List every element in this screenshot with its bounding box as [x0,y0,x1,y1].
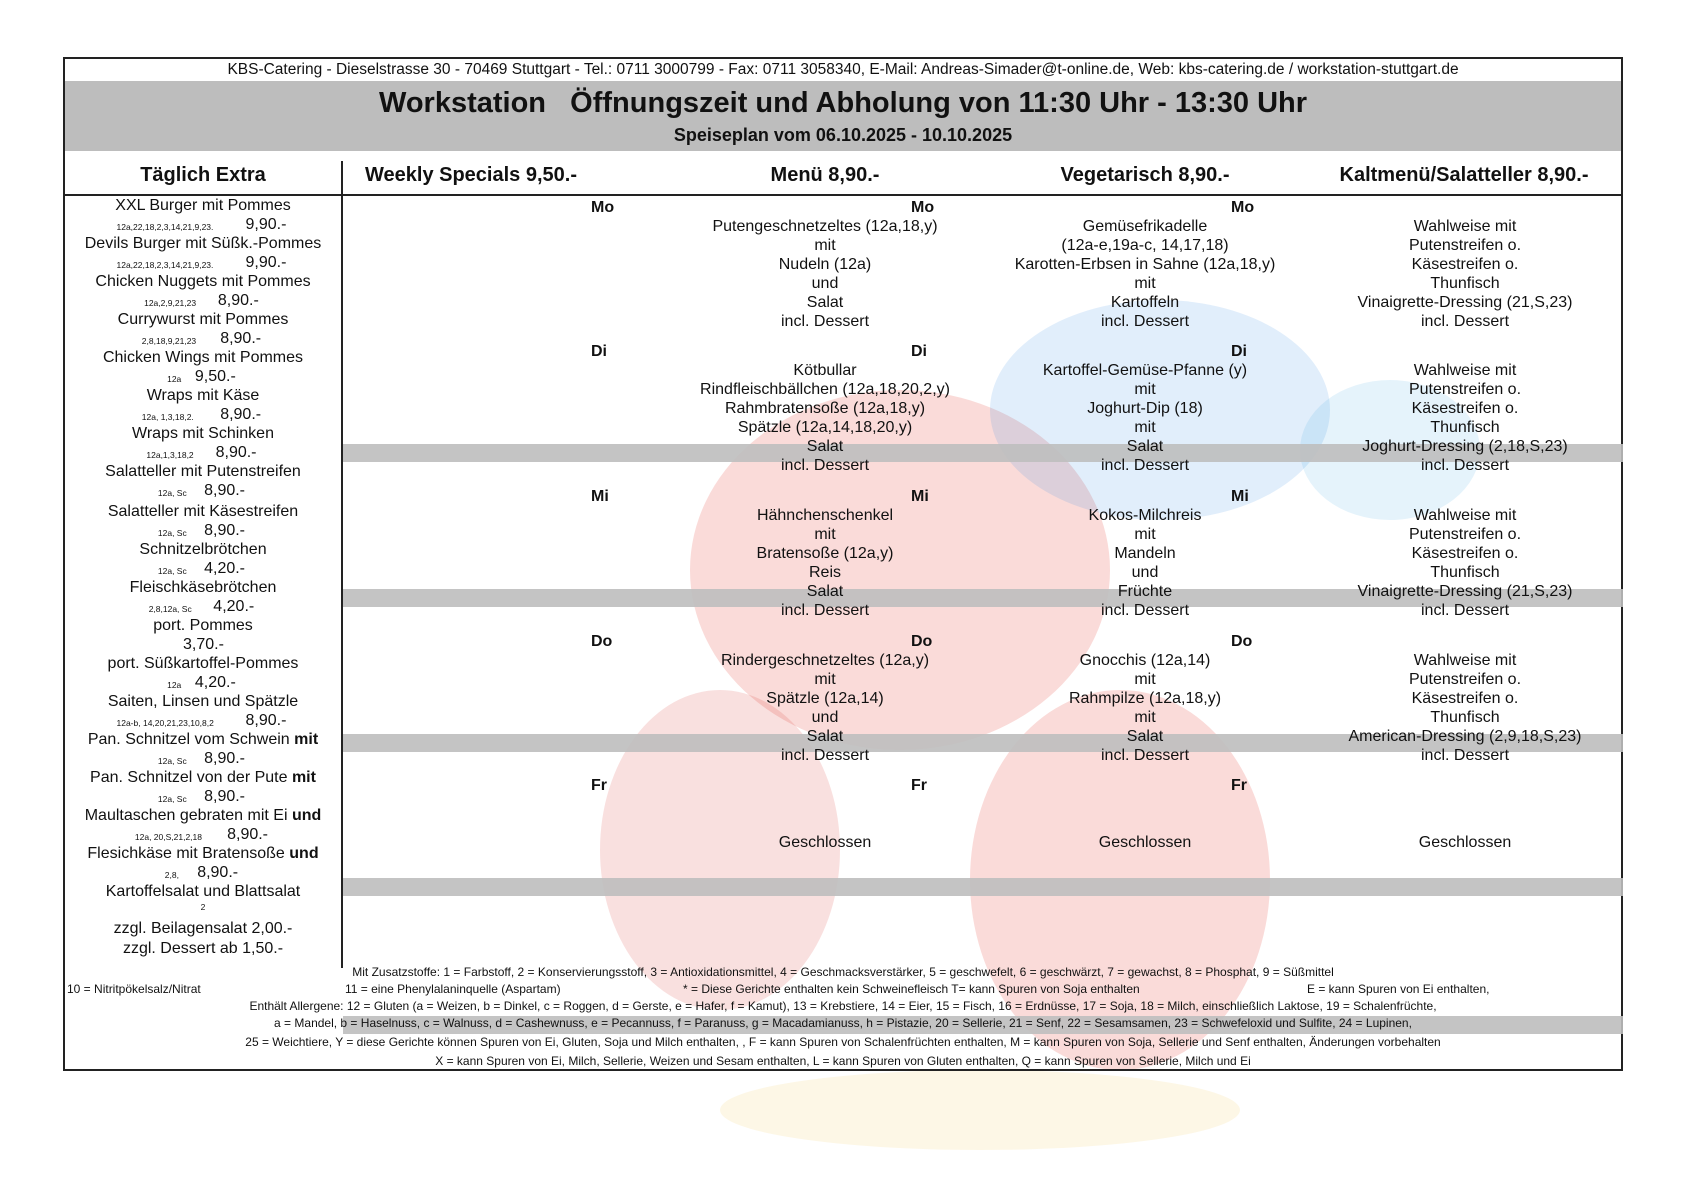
dish-line: und [811,275,839,292]
day-label: Di [591,343,607,360]
day-di-veg [985,361,1305,475]
dish-line: Kartoffel-Gemüse-Pfanne (y) [1042,362,1248,379]
allergen-codes: 2,8, [164,870,179,880]
col-head-menu: Menü 8,90.- [770,164,880,186]
allergen-codes: 12a, Sc [157,488,187,498]
daily-extra-price-row [65,405,341,424]
allergen-codes: 12a,1,3,18,2 [146,450,194,460]
daily-extra-price: 4,20.- [204,560,246,577]
day-label: Do [591,633,613,650]
day-mo-menu [665,217,985,331]
col-head-weekly-specials: Weekly Specials 9,50.- [365,164,577,186]
page-title: Workstation Öffnungszeit und Abholung von 11:30 Uhr - 13:30 Uhr [378,87,1308,119]
daily-extra-name [65,692,341,711]
daily-extra-bold: mit [294,731,319,748]
day-do-cold [1305,651,1625,765]
daily-extra-price-row [65,825,341,844]
daily-extra-price-row [65,291,341,310]
daily-extra-price: 8,90.- [220,406,262,423]
dish-line: mit [814,526,836,543]
dish-line: mit [1134,709,1156,726]
dish-line: Gemüsefrikadelle [1082,218,1208,235]
daily-extra-price: 9,50.- [194,368,236,385]
daily-extra-name [65,616,341,635]
daily-extra-price-row [65,635,341,654]
dish-line: Rindfleischbällchen (12a,18,20,2,y) [700,381,950,398]
allergen-codes: 12a [167,680,182,690]
day-label: Fr [591,777,607,794]
dish-line: Salat [806,728,844,745]
dish-line: Geschlossen [1098,834,1192,851]
daily-extra-label: port. Pommes [153,617,253,634]
daily-extra-label: Pan. Schnitzel von der Pute [90,769,292,786]
dish-line: incl. Dessert [1420,313,1510,330]
dish-line: Salat [806,438,844,455]
daily-extra-name [65,502,341,521]
daily-extra-label: Devils Burger mit Süßk.-Pommes [84,235,322,252]
daily-extra-price-row [65,253,341,272]
dish-line: incl. Dessert [1100,602,1190,619]
dish-line: incl. Dessert [1420,457,1510,474]
daily-extra-price-row [65,367,341,386]
daily-extra-name [65,386,341,405]
dish-line: incl. Dessert [780,457,870,474]
daily-extra-name [65,578,341,597]
day-label: Mi [1231,488,1249,505]
dish-line: Joghurt-Dressing (2,18,S,23) [1362,438,1568,455]
daily-extra-name [65,272,341,291]
menu-sheet [63,57,1623,1071]
day-do-menu [665,651,985,765]
daily-extra-name [65,654,341,673]
daily-extra-name [65,806,341,825]
allergen-codes: 12a-b, 14,20,21,23,10,8,2 [116,718,214,728]
daily-extra-label: Saiten, Linsen und Spätzle [107,693,299,710]
day-do-veg [985,651,1305,765]
allergen-codes: 12a, Sc [157,528,187,538]
dish-line: Thunfisch [1430,709,1500,726]
dish-line: Gnocchis (12a,14) [1079,652,1211,669]
dish-line: Nudeln (12a) [778,256,872,273]
dish-line: Kartoffeln [1110,294,1180,311]
day-mi-cold [1305,506,1625,620]
day-mi-veg [985,506,1305,620]
dish-line: Spätzle (12a,14,18,20,y) [737,419,913,436]
dish-line: Putenstreifen o. [1408,526,1522,543]
dish-line: und [1131,564,1159,581]
col-head-vegetarian: Vegetarisch 8,90.- [1060,164,1230,186]
daily-extra-name [65,540,341,559]
footer-no-pork: * = Diese Gerichte enthalten kein Schweinefleisch T= kann Spuren von Soja enthalten [683,982,1140,996]
day-label: Di [911,343,927,360]
dish-line: American-Dressing (2,9,18,S,23) [1348,728,1582,745]
day-label: Mo [591,199,615,216]
daily-extra-name [65,234,341,253]
dish-line: Salat [1126,438,1164,455]
daily-extra-price: 8,90.- [217,292,259,309]
day-label: Mo [1231,199,1255,216]
allergen-codes: 2,8,12a, Sc [148,604,192,614]
allergen-codes: 12a,22,18,2,3,14,21,9,23. [116,222,214,232]
daily-extra-price: 9,90.- [245,216,287,233]
dish-line: Putenstreifen o. [1408,237,1522,254]
dish-line: incl. Dessert [1100,457,1190,474]
daily-extra-name [65,768,341,787]
daily-extra-label: Fleischkäsebrötchen [129,579,277,596]
daily-extra-price-row [65,711,341,730]
dish-line: Käsestreifen o. [1411,256,1519,273]
daily-extra-price-row [65,481,341,500]
day-fr-menu [665,795,985,852]
dish-line: Salat [1126,728,1164,745]
dish-line: incl. Dessert [780,602,870,619]
dish-line [665,814,985,833]
dish-line: Rahmpilze (12a,18,y) [1068,690,1222,707]
footer-nitrite: 10 = Nitritpökelsalz/Nitrat [67,982,201,996]
dish-line: (12a-e,19a-c, 14,17,18) [1061,237,1229,254]
daily-extra-price-row [65,329,341,348]
col-head-cold-menu: Kaltmenü/Salatteller 8,90.- [1339,164,1589,186]
dish-line: Salat [806,294,844,311]
allergen-codes: 12a, Sc [157,794,187,804]
dish-line: Hähnchenschenkel [756,507,894,524]
day-separator [343,878,1623,896]
daily-extra-name [65,844,341,863]
day-fr-cold [1305,795,1625,852]
dish-line: mit [1134,526,1156,543]
daily-extra-price: 4,20.- [213,598,255,615]
allergen-codes: 12a [167,374,182,384]
dish-line [1305,795,1625,814]
dish-line: Käsestreifen o. [1411,690,1519,707]
day-mi-menu [665,506,985,620]
dish-line: mit [814,237,836,254]
daily-extra-bold: und [289,845,319,862]
dish-line: incl. Dessert [780,313,870,330]
dish-line: Vinaigrette-Dressing (21,S,23) [1357,583,1573,600]
footer-egg: E = kann Spuren von Ei enthalten, [1307,982,1490,996]
daily-extra-price-row [65,559,341,578]
allergen-codes: 2,8,18,9,21,23 [141,336,197,346]
dish-line: Wahlweise mit [1413,507,1517,524]
daily-extra-bold: und [291,807,322,824]
dish-line: Rindergeschnetzeltes (12a,y) [720,652,930,669]
daily-extra-tail-code: 2 [200,902,206,912]
footer-aspartame: 11 = eine Phenylalaninquelle (Aspartam) [345,982,561,996]
daily-extra-price-row [65,597,341,616]
dish-line: mit [1134,419,1156,436]
dish-line: Käsestreifen o. [1411,545,1519,562]
daily-extra-label: Chicken Nuggets mit Pommes [95,273,311,290]
dish-line: incl. Dessert [780,747,870,764]
dish-line: incl. Dessert [1100,747,1190,764]
day-di-cold [1305,361,1625,475]
daily-extra-label: Schnitzelbrötchen [139,541,267,558]
footer-nuts: a = Mandel, b = Haselnuss, c = Walnuss, d = Cashewnuss, e = Pecannuss, f = Paranuss, g = Macadamianuss, h = Pistazie, 20 = Sellerie, 21 = Senf, 22 = Sesamsamen, 23 = Schwefeloxid und Sulfite, 24 = Lupinen, [274,1016,1412,1030]
allergen-codes: 12a, 20,S,21,2,18 [134,832,203,842]
dish-line: Kötbullar [793,362,857,379]
daily-extra-price-row [65,521,341,540]
dish-line: mit [1134,381,1156,398]
dish-line: incl. Dessert [1420,747,1510,764]
daily-extra-price-row [65,863,341,882]
day-label: Mo [911,199,935,216]
daily-extra-name [65,310,341,329]
daily-extra-price-row [65,443,341,462]
dish-line: Spätzle (12a,14) [766,690,884,707]
daily-extra-label: XXL Burger mit Pommes [115,197,291,214]
daily-extra-price: 8,90.- [220,330,262,347]
dish-line: Reis [808,564,841,581]
footer-additives: Mit Zusatzstoffe: 1 = Farbstoff, 2 = Konservierungsstoff, 3 = Antioxidationsmittel, 4 = Geschmacksverstärker, 5 = geschwefelt, 6 = geschwärzt, 7 = gewachst, 8 = Phosphat, 9 = Süßmittel [352,965,1334,979]
day-label: Di [1231,343,1247,360]
day-di-menu [665,361,985,475]
daily-extra-price-row [65,215,341,234]
footer-allergens: Enthält Allergene: 12 = Gluten (a = Weizen, b = Dinkel, c = Roggen, d = Gerste, e = Hafer, f = Kamut), 13 = Krebstiere, 14 = Eier, 15 = Fisch, 16 = Erdnüsse, 17 = Soja, 18 = Milch, einschließlich Laktose, 19 = Schalenfrüchte, [249,999,1437,1013]
dish-line: Thunfisch [1430,419,1500,436]
daily-extra-price: 8,90.- [204,750,246,767]
daily-extra-price: 3,70.- [183,636,224,653]
dish-line: Käsestreifen o. [1411,400,1519,417]
col-head-daily-extra: Täglich Extra [140,164,266,186]
side-salad-extra: zzgl. Beilagensalat 2,00.- [113,920,293,937]
dish-line: mit [1134,671,1156,688]
column-divider [341,161,343,968]
daily-extra-price-row [65,673,341,692]
contact-line: KBS-Catering - Dieselstrasse 30 - 70469 Stuttgart - Tel.: 0711 3000799 - Fax: 0711 3058340, E-Mail: Andreas-Simader@t-online.de, Web: kbs-catering.de / workstation-stuttgart.de [227,61,1459,78]
daily-extra-price: 8,90.- [245,712,287,729]
daily-extra-price: 9,90.- [245,254,287,271]
dish-line: Thunfisch [1430,275,1500,292]
daily-extra-label: Maultaschen gebraten mit Ei [84,807,292,824]
dish-line: Karotten-Erbsen in Sahne (12a,18,y) [1014,256,1276,273]
dish-line: Bratensoße (12a,y) [756,545,894,562]
daily-extra-label: Salatteller mit Käsestreifen [107,503,299,520]
dish-line: und [811,709,839,726]
daily-extra-price: 8,90.- [227,826,269,843]
daily-extra-label: Wraps mit Schinken [132,425,274,442]
dish-line: Früchte [1117,583,1173,600]
daily-extra-price: 8,90.- [197,864,239,881]
daily-extra-price: 8,90.- [204,482,246,499]
footer-traces: 25 = Weichtiere, Y = diese Gerichte können Spuren von Ei, Gluten, Soja und Milch enthalten, , F = kann Spuren von Schalenfrüchten enthalten, M = kann Spuren von Soja, Sellerie und Senf enthalten, Änderungen vorbehalten [245,1035,1441,1049]
daily-extra-bold: mit [291,769,316,786]
dish-line: Kokos-Milchreis [1088,507,1202,524]
day-label: Do [1231,633,1253,650]
daily-extra-label: Wraps mit Käse [146,387,260,404]
dish-line: Wahlweise mit [1413,218,1517,235]
daily-extra-label: Pan. Schnitzel vom Schwein [87,731,295,748]
daily-extra-tail-line: Kartoffelsalat und Blattsalat [105,883,301,900]
dish-line: mit [814,671,836,688]
dish-line [665,795,985,814]
dish-line: Wahlweise mit [1413,652,1517,669]
daily-extra-label: Salatteller mit Putenstreifen [105,463,301,480]
date-range: Speiseplan vom 06.10.2025 - 10.10.2025 [673,125,1013,145]
day-mo-veg [985,217,1305,331]
allergen-codes: 12a, 1,3,18,2. [141,412,194,422]
daily-extra-label: port. Süßkartoffel-Pommes [107,655,299,672]
dish-line: Thunfisch [1430,564,1500,581]
day-mo-cold [1305,217,1625,331]
daily-extra-name [65,730,341,749]
daily-extra-name [65,196,341,215]
dish-line: Rahmbratensoße (12a,18,y) [724,400,926,417]
daily-extra-name [65,462,341,481]
dish-line: Putenstreifen o. [1408,671,1522,688]
daily-extra-label: Flesichkäse mit Bratensoße [87,845,290,862]
allergen-codes: 12a,2,9,21,23 [144,298,197,308]
dish-line: Geschlossen [778,834,872,851]
day-label: Mi [591,488,609,505]
daily-extra-price-row [65,749,341,768]
dish-line [985,795,1305,814]
daily-extra-price: 8,90.- [215,444,257,461]
dish-line: mit [1134,275,1156,292]
daily-extra-label: Chicken Wings mit Pommes [102,349,304,366]
dish-line [1305,814,1625,833]
dish-line: Joghurt-Dip (18) [1087,400,1203,417]
day-label: Do [911,633,933,650]
daily-extra-label: Currywurst mit Pommes [117,311,289,328]
footer-traces-2: X = kann Spuren von Ei, Milch, Sellerie, Weizen und Sesam enthalten, L = kann Spuren von Gluten enthalten, Q = kann Spuren von Sellerie, Milch und Ei [435,1054,1251,1068]
daily-extra-price-row [65,787,341,806]
daily-extra-name [65,424,341,443]
daily-extra-list [65,196,341,959]
dish-line: Salat [806,583,844,600]
day-fr-veg [985,795,1305,852]
dish-line: Vinaigrette-Dressing (21,S,23) [1357,294,1573,311]
day-label: Fr [911,777,927,794]
allergen-codes: 12a, Sc [157,756,187,766]
dish-line: Geschlossen [1418,834,1512,851]
allergen-codes: 12a,22,18,2,3,14,21,9,23. [116,260,214,270]
daily-extra-price: 4,20.- [194,674,236,691]
dish-line [985,814,1305,833]
dessert-extra: zzgl. Dessert ab 1,50.- [122,940,284,957]
dish-line: incl. Dessert [1100,313,1190,330]
dish-line: Putengeschnetzeltes (12a,18,y) [712,218,938,235]
dish-line: incl. Dessert [1420,602,1510,619]
title-bar [65,81,1621,151]
daily-extra-price: 8,90.- [204,788,246,805]
day-label: Mi [911,488,929,505]
day-label: Fr [1231,777,1247,794]
allergen-codes: 12a, Sc [157,566,187,576]
daily-extra-name [65,348,341,367]
dish-line: Wahlweise mit [1413,362,1517,379]
dish-line: Mandeln [1114,545,1176,562]
dish-line: Putenstreifen o. [1408,381,1522,398]
daily-extra-price: 8,90.- [204,522,246,539]
